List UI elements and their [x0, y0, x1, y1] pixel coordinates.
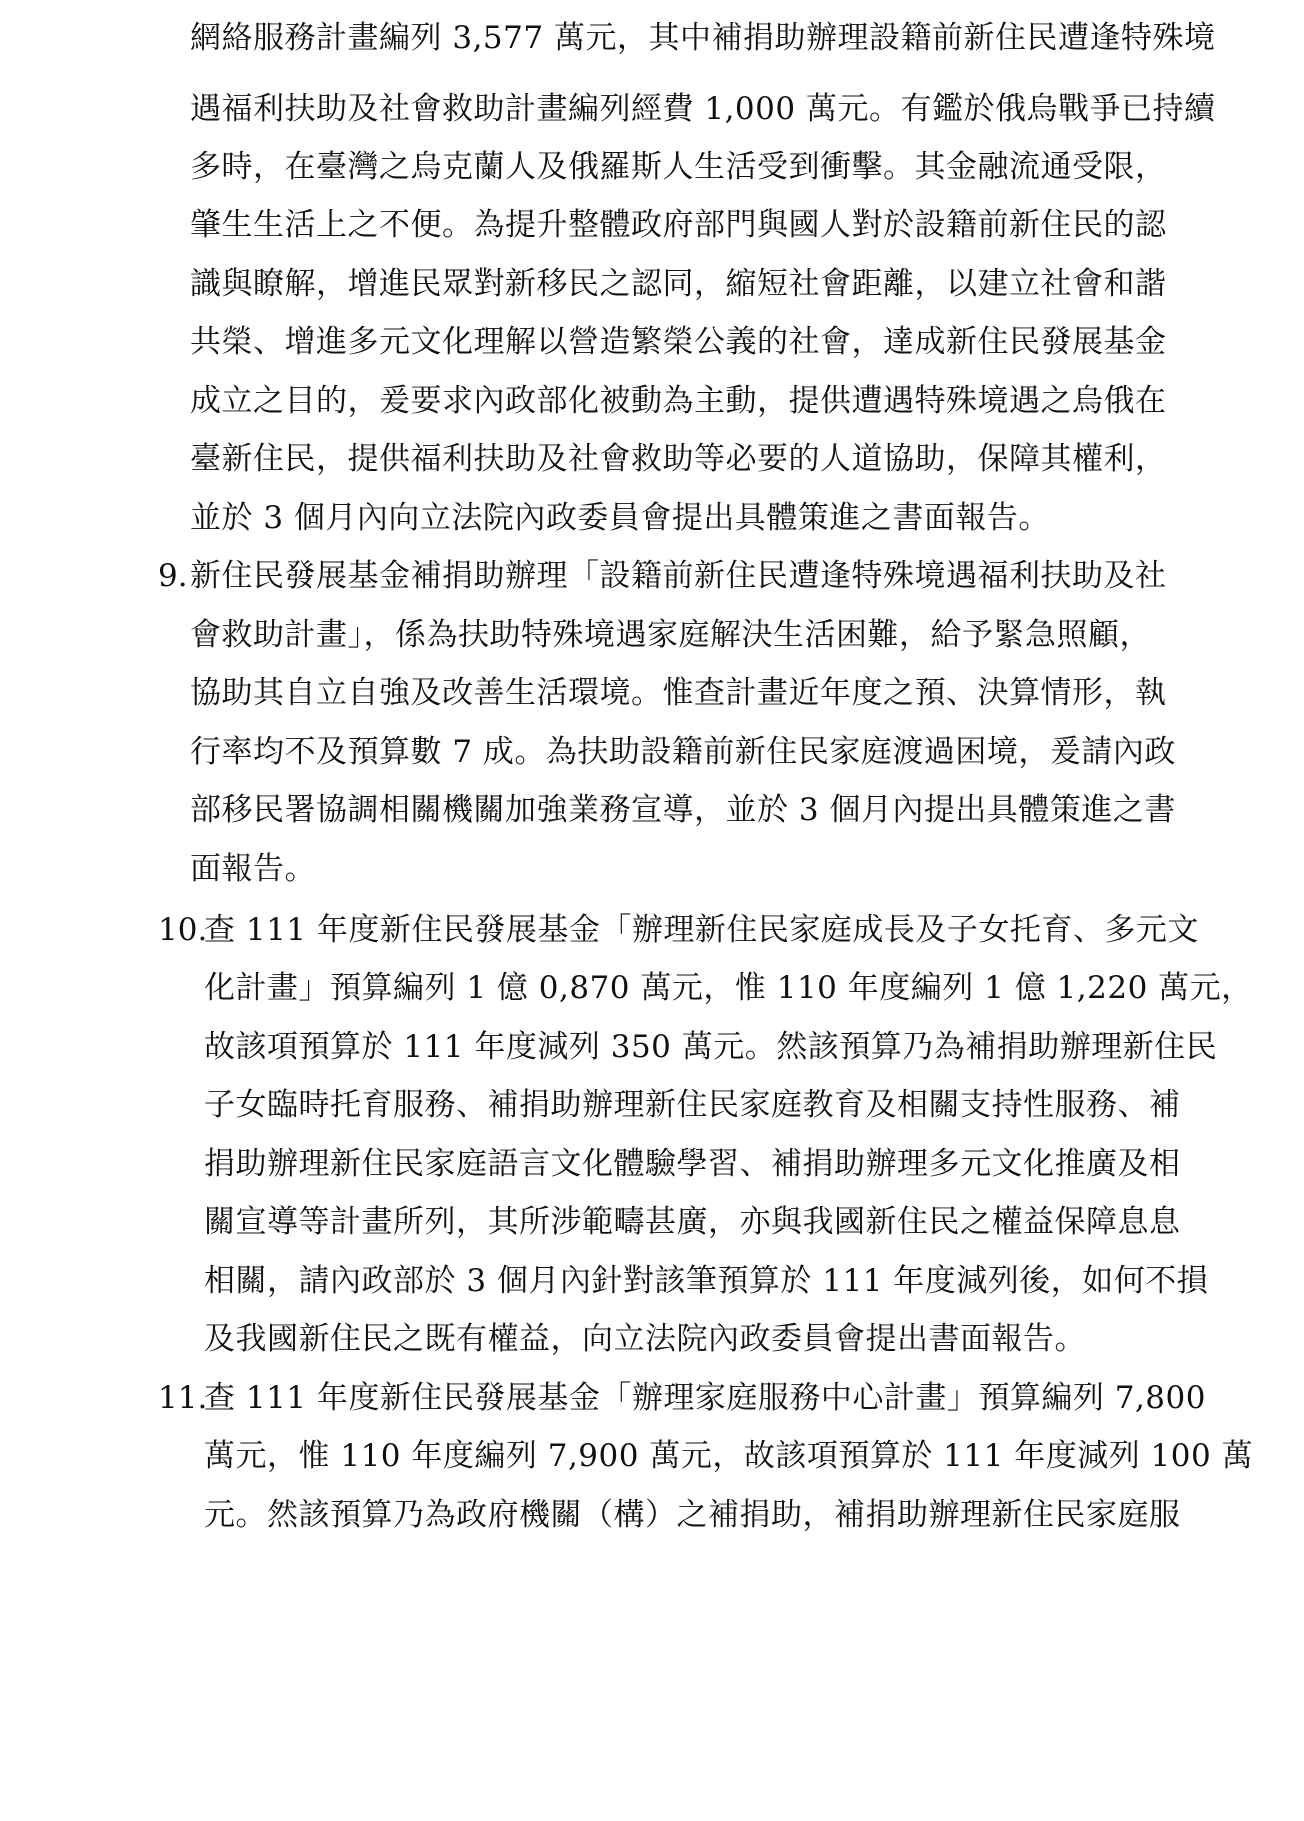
text-line: 網絡服務計畫編列 3,577 萬元，其中補捐助辦理設籍前新住民遭逢特殊境 — [190, 20, 1216, 56]
text-line: 查 111 年度新住民發展基金「辦理新住民家庭成長及子女托育、多元文 — [204, 912, 1199, 948]
text-line: 及我國新住民之既有權益，向立法院內政委員會提出書面報告。 — [204, 1321, 1086, 1357]
text-line: 元。然該預算乃為政府機關（構）之補捐助，補捐助辦理新住民家庭服 — [204, 1497, 1181, 1533]
text-line: 故該項預算於 111 年度減列 350 萬元。然該預算乃為補捐助辦理新住民 — [204, 1029, 1218, 1065]
text-line: 面報告。 — [190, 851, 316, 887]
text-line: 子女臨時托育服務、補捐助辦理新住民家庭教育及相關支持性服務、補 — [204, 1087, 1181, 1123]
text-line: 化計畫」預算編列 1 億 0,870 萬元，惟 110 年度編列 1 億 1,220 萬元， — [204, 970, 1253, 1006]
text-line: 識與瞭解，增進民眾對新移民之認同，縮短社會距離，以建立社會和諧 — [190, 266, 1167, 302]
text-line: 並於 3 個月內向立法院內政委員會提出具體策進之書面報告。 — [190, 500, 1050, 536]
text-line: 臺新住民，提供福利扶助及社會救助等必要的人道協助，保障其權利， — [190, 441, 1167, 477]
text-line: 關宣導等計畫所列，其所涉範疇甚廣，亦與我國新住民之權益保障息息 — [204, 1204, 1181, 1240]
text-line: 多時，在臺灣之烏克蘭人及俄羅斯人生活受到衝擊。其金融流通受限， — [190, 149, 1167, 185]
text-line: 成立之目的，爰要求內政部化被動為主動，提供遭遇特殊境遇之烏俄在 — [190, 383, 1167, 419]
text-line: 共榮、增進多元文化理解以營造繁榮公義的社會，達成新住民發展基金 — [190, 324, 1167, 360]
item-number: 9. — [158, 558, 188, 594]
text-line: 肇生生活上之不便。為提升整體政府部門與國人對於設籍前新住民的認 — [190, 207, 1167, 243]
text-line: 查 111 年度新住民發展基金「辦理家庭服務中心計畫」預算編列 7,800 — [204, 1380, 1206, 1416]
text-line: 行率均不及預算數 7 成。為扶助設籍前新住民家庭渡過困境，爰請內政 — [190, 734, 1176, 770]
text-line: 捐助辦理新住民家庭語言文化體驗學習、補捐助辦理多元文化推廣及相 — [204, 1146, 1181, 1182]
text-line: 協助其自立自強及改善生活環境。惟查計畫近年度之預、決算情形，執 — [190, 675, 1167, 711]
text-line: 相關，請內政部於 3 個月內針對該筆預算於 111 年度減列後，如何不損 — [204, 1263, 1209, 1299]
text-line: 部移民署協調相關機關加強業務宣導，並於 3 個月內提出具體策進之書 — [190, 792, 1176, 828]
text-line: 新住民發展基金補捐助辦理「設籍前新住民遭逢特殊境遇福利扶助及社 — [190, 558, 1167, 594]
item-number: 10. — [158, 912, 208, 948]
text-line: 萬元，惟 110 年度編列 7,900 萬元，故該項預算於 111 年度減列 100 萬 — [204, 1438, 1254, 1474]
item-number: 11. — [158, 1380, 208, 1416]
text-line: 會救助計畫」，係為扶助特殊境遇家庭解決生活困難，給予緊急照顧， — [190, 617, 1151, 653]
text-line: 遇福利扶助及社會救助計畫編列經費 1,000 萬元。有鑑於俄烏戰爭已持續 — [190, 91, 1216, 127]
